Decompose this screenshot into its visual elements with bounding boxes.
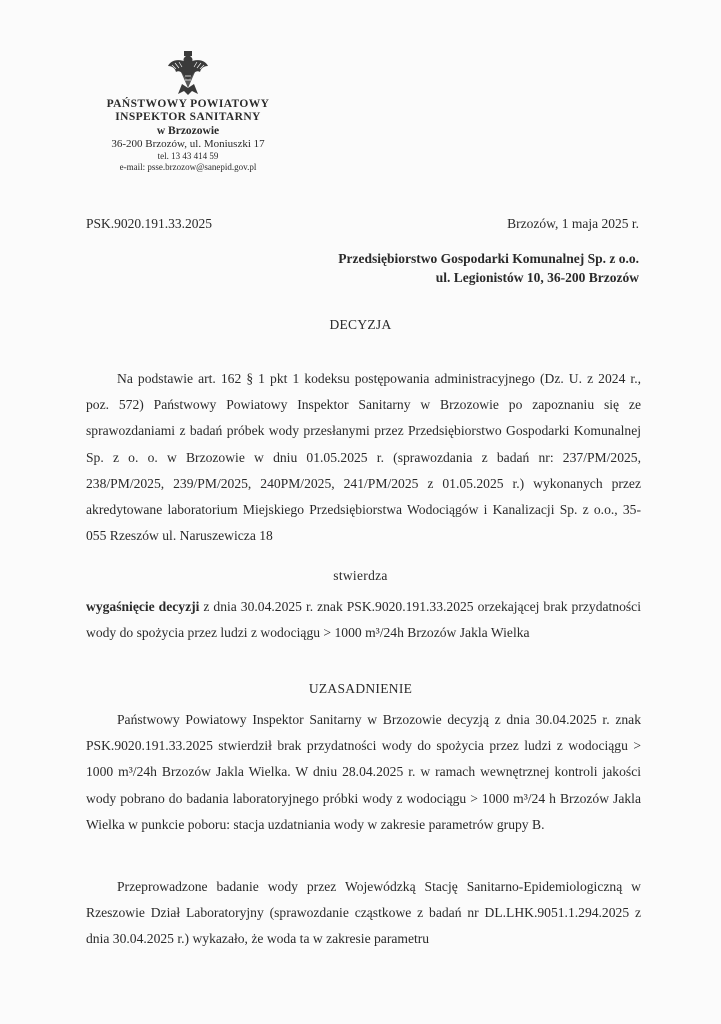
document-title: DECYZJA: [329, 317, 392, 332]
justification-heading: UZASADNIENIE: [308, 681, 413, 696]
org-email: e-mail: psse.brzozow@sanepid.gov.pl: [119, 162, 257, 172]
org-phone: tel. 13 43 414 59: [157, 151, 219, 161]
letterhead: [78, 50, 298, 173]
verdict-heading: stwierdza: [333, 568, 388, 583]
verdict-text: z dnia 30.04.2025 r. znak PSK.9020.191.33.2025 orzekającej brak przydatności wody do spożycia przez ludzi z wodociągu > 1000 m³/24h Brzozów Jakla Wielka: [86, 599, 641, 641]
org-location: w Brzozowie: [156, 125, 220, 137]
intro-paragraph: Na podstawie art. 162 § 1 pkt 1 kodeksu postępowania administracyjnego (Dz. U. z 2024 r., poz. 572) Państwowy Powiatowy Inspektor Sanitarny w Brzozowie po zapoznaniu się ze sprawozdaniami z badań próbek wody przesłanymi przez Przedsiębiorstwo Gospodarki Komunalnej Sp. z o. o. w Brzozowie w dniu 01.05.2025 r. (sprawozdania z badań nr: 237/PM/2025, 238/PM/2025, 239/PM/2025, 240PM/2025, 241/PM/2025 z 01.05.2025 r.) wykonanych przez akredytowane laboratorium Miejskiego Przedsiębiorstwa Wodociągów i Kanalizacji Sp. z o.o., 35-055 Rzeszów ul. Naruszewicza 18: [86, 371, 641, 544]
place-date: Brzozów, 1 maja 2025 r.: [507, 216, 639, 231]
org-name-line2: INSPEKTOR SANITARNY: [115, 111, 261, 123]
justification-paragraph-2: Przeprowadzone badanie wody przez Wojewódzką Stację Sanitarno-Epidemiologiczną w Rzeszowie Dział Laboratoryjny (sprawozdanie cząstkowe z badań nr DL.LHK.9051.1.294.2025 z dnia 30.04.2025 r.) wykazało, że woda ta w zakresie parametru: [86, 879, 641, 947]
polish-eagle-emblem-icon: [167, 50, 209, 96]
justification-paragraph-1: Państwowy Powiatowy Inspektor Sanitarny w Brzozowie decyzją z dnia 30.04.2025 r. znak PSK.9020.191.33.2025 stwierdził brak przydatności wody do spożycia przez ludzi z wodociągu > 1000 m³/24h Brzozów Jakla Wielka. W dniu 28.04.2025 r. w ramach wewnętrznej kontroli jakości wody pobrano do badania laboratoryjnego próbki wody z wodociągu > 1000 m³/24 h Brzozów Jakla Wielka w punkcie poboru: stacja uzdatniania wody w zakresie parametrów grupy B.: [86, 712, 641, 832]
verdict-bold: wygaśnięcie decyzji: [86, 599, 200, 614]
addressee-block: [338, 249, 639, 287]
addressee-address: ul. Legionistów 10, 36-200 Brzozów: [435, 270, 639, 285]
reference-number: PSK.9020.191.33.2025: [86, 216, 213, 231]
org-name-line1: PAŃSTWOWY POWIATOWY: [106, 98, 270, 110]
org-address: 36-200 Brzozów, ul. Moniuszki 17: [111, 138, 265, 150]
addressee-name: Przedsiębiorstwo Gospodarki Komunalnej Sp. z o.o.: [338, 251, 639, 266]
verdict-paragraph: [86, 594, 641, 646]
